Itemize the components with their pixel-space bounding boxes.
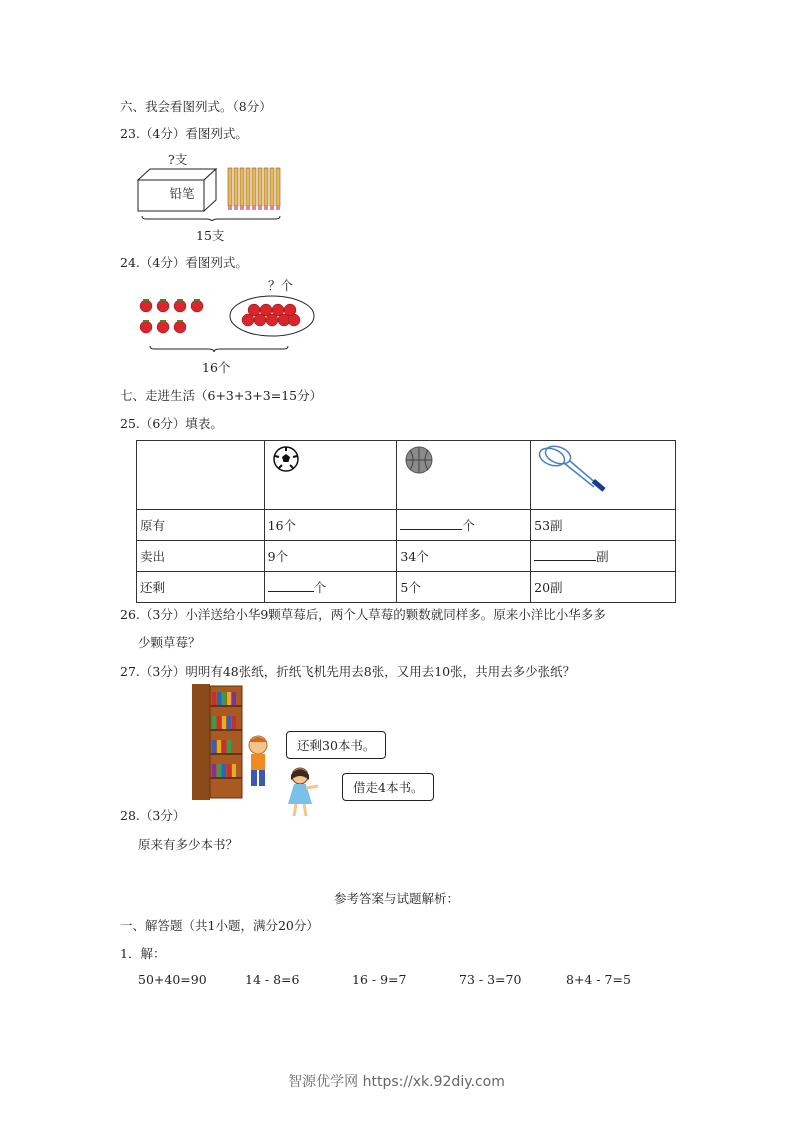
- row-label: 还剩: [137, 572, 265, 603]
- q23-bottom-label: 15支: [196, 228, 225, 243]
- q24-label: 24.（4分）看图列式。: [120, 255, 248, 270]
- table-cell: [137, 441, 265, 510]
- speech-bubble-boy: 还剩30本书。: [286, 731, 386, 759]
- equation: 16 - 9=7: [352, 972, 407, 987]
- q27-text: 27.（3分）明明有48张纸，折纸飞机先用去8张，又用去10张，共用去多少张纸？: [120, 664, 576, 679]
- table-row: [137, 572, 676, 603]
- section6-heading: 六、我会看图列式。（8分）: [120, 99, 272, 114]
- table-cell: 20副: [531, 572, 676, 603]
- table-cell: 34个: [397, 541, 531, 572]
- table-cell: 5个: [397, 572, 531, 603]
- table-cell: [264, 572, 397, 603]
- equation: 73 - 3=70: [459, 972, 522, 987]
- answer-blank[interactable]: [534, 548, 596, 561]
- strawberries-icon: [136, 290, 326, 358]
- table-cell: [531, 541, 676, 572]
- table-row: [137, 541, 676, 572]
- answers-section1: 一、解答题（共1小题，满分20分）: [120, 918, 319, 933]
- boy-icon: [244, 734, 272, 790]
- soccer-ball-icon: [272, 445, 300, 473]
- q23-box-label: 铅笔: [169, 186, 195, 201]
- row-label: 原有: [137, 510, 265, 541]
- answers-title: 参考答案与试题解析：: [333, 891, 459, 906]
- pencil-box-icon: [136, 166, 296, 221]
- answers-item1: 1．解：: [120, 946, 166, 961]
- q24-top-label: ？个: [268, 278, 294, 293]
- girl-icon: [284, 766, 320, 818]
- table-cell: 16个: [264, 510, 397, 541]
- equation: 50+40=90: [138, 972, 207, 987]
- q28-question: 原来有多少本书？: [138, 837, 239, 852]
- section7-heading: 七、走进生活（6+3+3+3=15分）: [120, 388, 323, 403]
- table-cell: 53副: [531, 510, 676, 541]
- unit-label: 个: [313, 580, 327, 595]
- basketball-icon: [404, 445, 434, 475]
- table-cell: [397, 441, 531, 510]
- table-cell: [264, 441, 397, 510]
- equation: 14 - 8=6: [245, 972, 300, 987]
- answer-blank[interactable]: [268, 579, 314, 592]
- q26-line2: 少颗草莓？: [138, 635, 201, 650]
- q23-top-label: ?支: [168, 152, 188, 167]
- table-row: [137, 441, 676, 510]
- equation: 8+4 - 7=5: [566, 972, 631, 987]
- q23-label: 23.（4分）看图列式。: [120, 126, 248, 141]
- table-row: [137, 510, 676, 541]
- row-label: 卖出: [137, 541, 265, 572]
- unit-label: 副: [596, 549, 609, 564]
- footer-watermark: 智源优学网 https://xk.92diy.com: [288, 1074, 505, 1090]
- q25-label: 25.（6分）填表。: [120, 416, 223, 431]
- unit-label: 个: [462, 518, 475, 533]
- q23-figure: [136, 148, 296, 243]
- answer-blank[interactable]: [400, 517, 462, 530]
- table-cell: [397, 510, 531, 541]
- bookshelf-icon: [192, 684, 244, 800]
- q24-figure: [136, 276, 326, 376]
- speech-bubble-girl: 借走4本书。: [342, 773, 434, 801]
- badminton-racket-icon: [536, 443, 616, 498]
- table-cell: 9个: [264, 541, 397, 572]
- q26-line1: 26.（3分）小洋送给小华9颗草莓后，两个人草莓的颗数就同样多。原来小洋比小华多多: [120, 607, 606, 622]
- q25-table: [136, 440, 676, 603]
- table-cell: [531, 441, 676, 510]
- pencils-icon: [228, 168, 280, 210]
- q24-bottom-label: 16个: [202, 360, 231, 375]
- q28-label: 28.（3分）: [120, 808, 186, 823]
